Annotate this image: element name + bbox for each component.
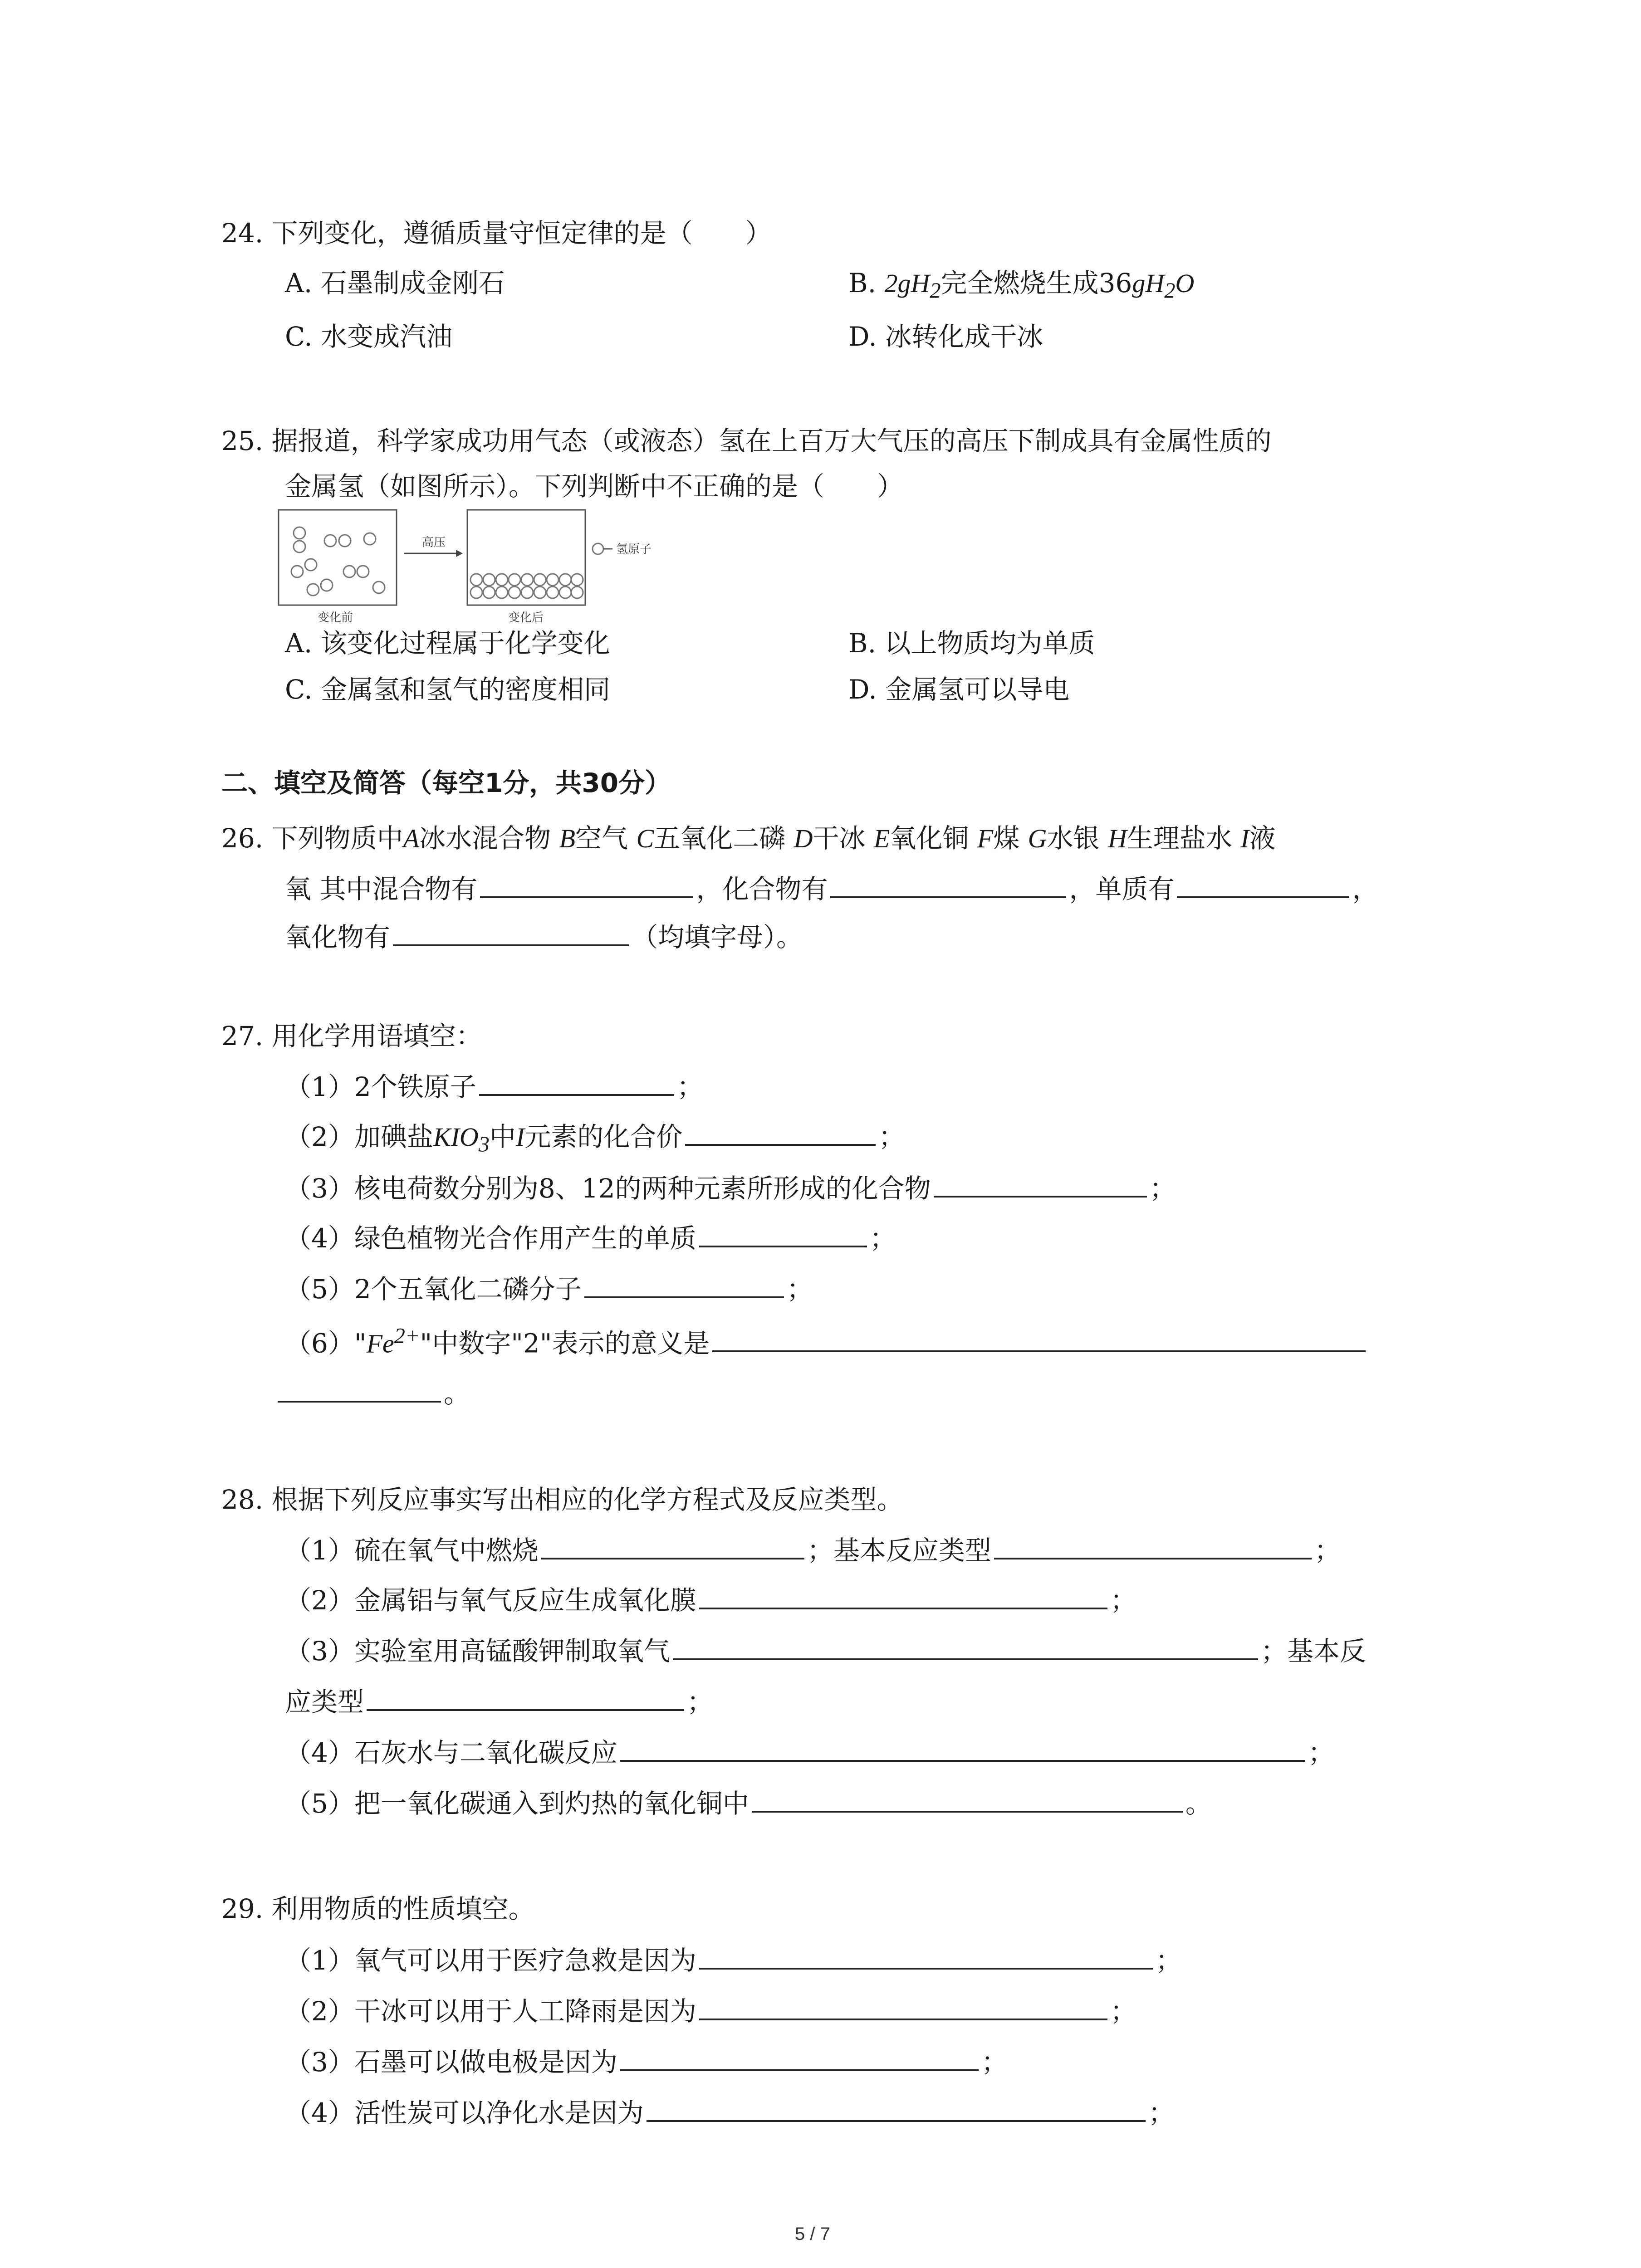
blank-28-1b[interactable] (994, 1532, 1312, 1559)
q28-item-2: （2）金属铝与氧气反应生成氧化膜 ； (285, 1582, 1136, 1617)
blank-elements[interactable] (1177, 871, 1349, 898)
q29-item-1: （1）氧气可以用于医疗急救是因为 ； (285, 1942, 1182, 1977)
q24-stem: 24. 下列变化，遵循质量守恒定律的是（ ） (221, 218, 772, 249)
q28-item-1: （1）硫在氧气中燃烧 ；基本反应类型 ； (285, 1532, 1341, 1567)
caption-before: 变化前 (318, 611, 353, 625)
q25-figure (277, 508, 667, 631)
q27-item-2: （2）加碘盐$KIO_3$中I元素的化合价 ； (285, 1119, 905, 1158)
q24-option-d: D. 冰转化成干冰 (848, 321, 1043, 352)
blank-28-5[interactable] (752, 1785, 1183, 1813)
blank-27-6a[interactable] (712, 1325, 1366, 1352)
blank-28-4[interactable] (620, 1735, 1305, 1762)
q27-item-6: $(6)"Fe^{2+}$"中数字"2"表示的意义是 (285, 1323, 1368, 1360)
q27-item-5: （5）2个五氧化二磷分子 ； (285, 1271, 813, 1306)
q25-option-a: A. 该变化过程属于化学变化 (285, 628, 610, 659)
q29-item-4: （4）活性炭可以净化水是因为 ； (285, 2095, 1175, 2130)
blank-29-4[interactable] (647, 2095, 1146, 2122)
blank-29-3[interactable] (620, 2044, 979, 2071)
q24-option-a: A. 石墨制成金刚石 (285, 268, 505, 298)
caption-after: 变化后 (508, 611, 544, 625)
before-box (279, 510, 397, 605)
q28-item-4: （4）石灰水与二氧化碳反应 ； (285, 1735, 1334, 1769)
q28-item-3-cont: 应类型 ； (285, 1684, 713, 1719)
q25-option-b: B. 以上物质均为单质 (848, 628, 1095, 659)
after-atoms (470, 574, 583, 598)
page-number: 5 / 7 (795, 2224, 830, 2244)
q27-stem: 27. 用化学用语填空： (221, 1021, 482, 1051)
blank-29-1[interactable] (699, 1942, 1153, 1970)
q28-item-3: （3）实验室用高锰酸钾制取氧气 ；基本反 (285, 1633, 1366, 1668)
legend-label: 氢原子 (616, 543, 652, 556)
q24-option-c: C. 水变成汽油 (285, 321, 453, 352)
q25-stem-line1: 25. 据报道，科学家成功用气态（或液态）氢在上百万大气压的高压下制成具有金属性质的 (221, 425, 1272, 456)
blank-27-5[interactable] (584, 1271, 784, 1298)
q27-item-3: （3）核电荷数分别为8、12的两种元素所形成的化合物 ； (285, 1170, 1176, 1205)
q26-line3: 氧化物有 （均填字母）。 (285, 919, 803, 954)
q29-item-3: （3）石墨可以做电极是因为 ； (285, 2044, 1008, 2079)
q27-item-6-cont: 。 (285, 1375, 470, 1410)
blank-27-4[interactable] (699, 1220, 867, 1247)
q25-option-c: C. 金属氢和氢气的密度相同 (285, 674, 611, 705)
q24-option-b: B. $2gH_2$完全燃烧生成$36gH_2O$ (848, 268, 1195, 303)
q29-item-2: （2）干冰可以用于人工降雨是因为 ； (285, 1993, 1136, 2028)
blank-compounds[interactable] (830, 871, 1066, 898)
blank-oxides[interactable] (393, 919, 629, 946)
q27-item-1: （1）2个铁原子 ； (285, 1069, 703, 1104)
q28-item-5: （5）把一氧化碳通入到灼热的氧化铜中 。 (285, 1785, 1212, 1820)
q29-stem: 29. 利用物质的性质填空。 (221, 1893, 535, 1924)
blank-28-3a[interactable] (673, 1633, 1258, 1660)
blank-27-1[interactable] (479, 1069, 674, 1096)
q26-line1: 26. 下列物质中A冰水混合物 B空气 C五氧化二磷 D干冰 E氧化铜 F煤 G水银 H生理盐水 I液 (221, 823, 1276, 854)
q25-option-d: D. 金属氢可以导电 (848, 674, 1070, 705)
before-atoms (291, 527, 385, 596)
blank-27-2[interactable] (685, 1119, 876, 1146)
section-heading: 二、填空及简答（每空1分，共30分） (221, 767, 671, 798)
blank-28-1a[interactable] (541, 1532, 804, 1559)
blank-29-2[interactable] (699, 1993, 1107, 2020)
blank-28-3b[interactable] (367, 1684, 684, 1711)
after-box (467, 510, 585, 605)
arrow-label: 高压 (422, 536, 446, 549)
q27-item-4: （4）绿色植物光合作用产生的单质 ； (285, 1220, 896, 1255)
q28-stem: 28. 根据下列反应事实写出相应的化学方程式及反应类型。 (221, 1484, 903, 1515)
blank-28-2[interactable] (699, 1582, 1107, 1609)
blank-27-3[interactable] (934, 1170, 1147, 1198)
blank-mixtures[interactable] (480, 871, 693, 898)
q25-stem-line2: 金属氢（如图所示）。下列判断中不正确的是（ ） (285, 471, 904, 502)
legend-atom-icon (593, 543, 603, 554)
blank-27-6b[interactable] (278, 1375, 441, 1403)
q26-line2: 氧 其中混合物有 ，化合物有 ，单质有 ， (285, 871, 1378, 906)
